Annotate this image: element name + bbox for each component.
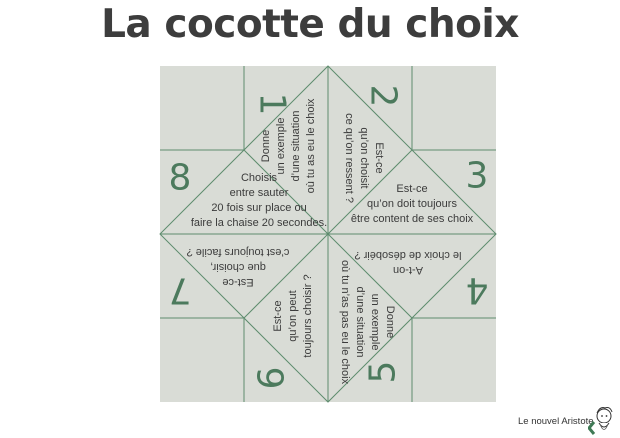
flap-1-line-1: Donne xyxy=(260,129,272,163)
flap-4-line-2: le choix de désobéir ? xyxy=(354,249,462,261)
flap-5-line-2: un exemple xyxy=(369,293,381,351)
number-8: 8 xyxy=(168,157,192,199)
flap-2-line-1: Est-ce xyxy=(373,142,385,174)
number-4: 4 xyxy=(465,269,489,311)
number-1: 1 xyxy=(251,92,293,116)
flap-3-line-3: être content de ses choix xyxy=(350,213,474,225)
number-5: 5 xyxy=(362,360,404,384)
flap-2-line-3: ce qu’on ressent ? xyxy=(343,113,355,203)
flap-5-line-4: où tu n’as pas eu le choix xyxy=(339,259,351,385)
flap-1-line-4: où tu as eu le choix xyxy=(305,98,317,194)
flap-3-line-1: Est-ce xyxy=(396,183,428,195)
brand-name: Le nouvel Aristote xyxy=(518,416,594,427)
flap-6-line-1: Est-ce xyxy=(272,300,284,332)
aristote-logo-icon xyxy=(588,404,616,436)
flap-4-line-1: A-t-on xyxy=(393,264,423,276)
flap-8-line-4: faire la chaise 20 secondes. xyxy=(190,217,328,229)
flap-8-line-3: 20 fois sur place ou xyxy=(211,202,307,214)
flap-6-line-3: toujours choisir ? xyxy=(302,274,314,358)
number-6: 6 xyxy=(251,366,293,390)
number-7: 7 xyxy=(168,269,192,311)
page-title: La cocotte du choix xyxy=(101,2,519,47)
flap-2-line-2: qu’on choisit xyxy=(358,127,370,189)
flap-7-line-2: que choisir, xyxy=(210,261,266,273)
flap-5-line-1: Donne xyxy=(384,305,396,339)
flap-3-line-2: qu’on doit toujours xyxy=(367,198,457,210)
flap-8-line-2: entre sauter xyxy=(229,187,289,199)
flap-7-line-3: c’est toujours facile ? xyxy=(186,246,290,258)
flap-8-line-1: Choisis xyxy=(240,172,278,184)
flap-6-line-2: qu’on peut xyxy=(287,290,299,342)
flap-5-line-3: d’une situation xyxy=(354,286,366,358)
number-3: 3 xyxy=(465,155,489,197)
flap-1-line-3: d’une situation xyxy=(290,110,302,182)
number-2: 2 xyxy=(362,84,404,108)
flap-7-line-1: Est-ce xyxy=(222,276,254,288)
flap-1-line-2: un exemple xyxy=(275,117,287,175)
